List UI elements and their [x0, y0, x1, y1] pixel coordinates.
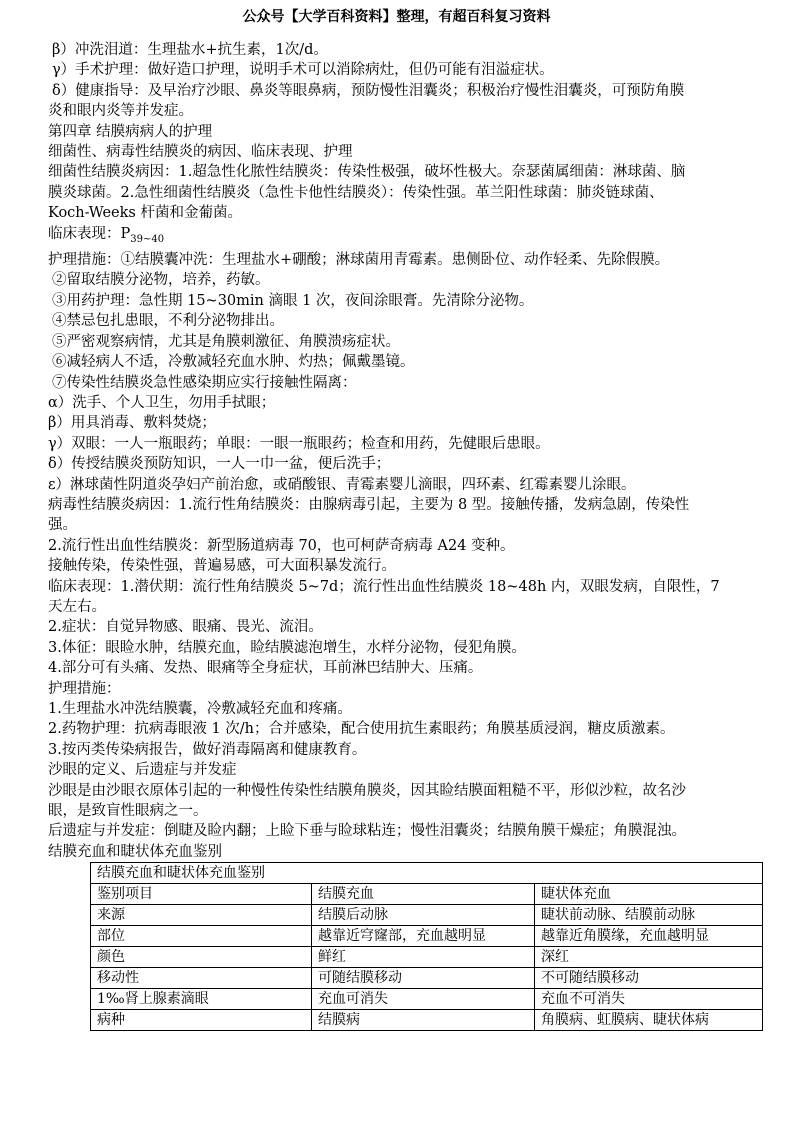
table-cell: 越靠近角膜缘，充血越明显	[535, 926, 763, 947]
table-row	[91, 947, 763, 968]
text-line: 护理措施：	[48, 680, 121, 697]
text-line: 后遗症与并发症：倒睫及睑内翻；上睑下垂与睑球粘连；慢性泪囊炎；结膜角膜干燥症；角膜混浊。	[48, 823, 686, 840]
table-cell: 充血可消失	[312, 989, 535, 1010]
section-heading: 结膜充血和睫状体充血鉴别	[48, 843, 222, 860]
text-line: 膜炎球菌。2.急性细菌性结膜炎（急性卡他性结膜炎）：传染性强。革兰阳性球菌：肺炎链球菌、	[48, 184, 664, 201]
table-cell: 颜色	[91, 947, 312, 968]
table-cell: 来源	[91, 905, 312, 926]
table-caption-row	[91, 863, 763, 884]
text-line: ⑦传染性结膜炎急性感染期应实行接触性隔离：	[52, 374, 357, 391]
text-line: 4.部分可有头痛、发热、眼痛等全身症状，耳前淋巴结肿大、压痛。	[48, 660, 483, 677]
header-cell: 睫状体充血	[535, 884, 763, 905]
page-header: 公众号【大学百科资料】整理，有超百科复习资料	[242, 9, 551, 25]
table-cell: 结膜病	[312, 1010, 535, 1031]
text-line: 护理措施：①结膜囊冲洗：生理盐水+硼酸；淋球菌用青霉素。患侧卧位、动作轻柔、先除假膜。	[48, 252, 670, 269]
text-line: 炎和眼内炎等并发症。	[48, 103, 193, 120]
chapter-heading: 第四章 结膜病病人的护理	[48, 123, 213, 140]
text-line: δ）传授结膜炎预防知识，一人一巾一盆，便后洗手；	[48, 456, 391, 473]
text-line: 细菌性结膜炎病因：1.超急性化脓性结膜炎：传染性极强，破坏性极大。奈瑟菌属细菌：淋球菌、脑	[48, 164, 686, 181]
text-line: 病毒性结膜炎病因：1.流行性角结膜炎：由腺病毒引起，主要为 8 型。接触传播，发病急剧，传染性	[48, 496, 690, 513]
clinical-line	[48, 224, 763, 250]
table-row	[91, 968, 763, 989]
text-line: ③用药护理：急性期 15~30min 滴眼 1 次，夜间涂眼膏。先清除分泌物。	[52, 292, 534, 309]
text-line: δ）健康指导：及早治疗沙眼、鼻炎等眼鼻病，预防慢性泪囊炎；积极治疗慢性泪囊炎，可预防角膜	[52, 82, 685, 99]
table-cell: 不可随结膜移动	[535, 968, 763, 989]
comparison-table	[90, 862, 763, 1031]
section-heading: 细菌性、病毒性结膜炎的病因、临床表现、护理	[48, 144, 353, 161]
table-cell: 深红	[535, 947, 763, 968]
text-line: β）用具消毒、敷料焚烧；	[48, 415, 216, 432]
table-row	[91, 905, 763, 926]
table-cell: 越靠近穹窿部，充血越明显	[312, 926, 535, 947]
clinical-prefix: 临床表现：P	[48, 225, 131, 242]
header-cell: 结膜充血	[312, 884, 535, 905]
table-cell: 角膜病、虹膜病、睫状体病	[535, 1010, 763, 1031]
table-cell: 充血不可消失	[535, 989, 763, 1010]
text-line: ④禁忌包扎患眼，不利分泌物排出。	[52, 313, 284, 330]
table-cell: 鲜红	[312, 947, 535, 968]
text-line: ⑥减轻病人不适，冷敷减轻充血水肿、灼热；佩戴墨镜。	[52, 354, 415, 371]
text-line: 强。	[48, 517, 77, 534]
text-line: 临床表现：1.潜伏期：流行性角结膜炎 5~7d；流行性出血性结膜炎 18~48h 内，双眼发病，自限性，7	[48, 578, 720, 595]
text-line: 3.按丙类传染病报告，做好消毒隔离和健康教育。	[48, 741, 367, 758]
header-cell: 鉴别项目	[91, 884, 312, 905]
table-cell: 睫状前动脉、结膜前动脉	[535, 905, 763, 926]
table-cell: 结膜后动脉	[312, 905, 535, 926]
table-cell: 移动性	[91, 968, 312, 989]
text-line: 天左右。	[48, 598, 106, 615]
page-ref: 39~40	[130, 233, 165, 245]
table-header-row	[91, 884, 763, 905]
text-line: 2.症状：自觉异物感、眼痛、畏光、流泪。	[48, 619, 323, 636]
table-cell: 1‰肾上腺素滴眼	[91, 989, 312, 1010]
text-line: 接触传染，传染性强，普遍易感，可大面积暴发流行。	[48, 558, 396, 575]
document-body	[48, 40, 763, 1031]
table-row	[91, 1010, 763, 1031]
table-cell: 病种	[91, 1010, 312, 1031]
text-line: ②留取结膜分泌物，培养，药敏。	[52, 272, 270, 289]
table-row	[91, 989, 763, 1010]
text-line: γ）手术护理：做好造口护理，说明手术可以消除病灶，但仍可能有泪溢症状。	[52, 62, 554, 79]
text-line: 眼，是致盲性眼病之一。	[48, 803, 208, 820]
table-cell: 部位	[91, 926, 312, 947]
table-caption: 结膜充血和睫状体充血鉴别	[91, 863, 763, 884]
text-line: β）冲洗泪道：生理盐水+抗生素，1次/d。	[52, 42, 328, 58]
text-line: 2.药物护理：抗病毒眼液 1 次/h；合并感染，配合使用抗生素眼药；角膜基质浸润，糖皮质激素。	[48, 721, 675, 738]
text-line: ⑤严密观察病情，尤其是角膜刺激征、角膜溃疡症状。	[52, 333, 400, 350]
text-line: 1.生理盐水冲洗结膜囊，冷敷减轻充血和疼痛。	[48, 701, 352, 717]
text-line: 沙眼是由沙眼衣原体引起的一种慢性传染性结膜角膜炎，因其睑结膜面粗糙不平，形似沙粒，故名沙	[48, 782, 686, 799]
text-line: α）洗手、个人卫生，勿用手拭眼；	[48, 394, 276, 411]
text-line: 3.体征：眼睑水肿，结膜充血，睑结膜滤泡增生，水样分泌物，侵犯角膜。	[48, 639, 526, 656]
text-line: Koch-Weeks 杆菌和金葡菌。	[48, 205, 242, 222]
text-line: γ）双眼：一人一瓶眼药；单眼：一眼一瓶眼药；检查和用药，先健眼后患眼。	[48, 435, 550, 452]
table-cell: 可随结膜移动	[312, 968, 535, 989]
text-line: ε）淋球菌性阴道炎孕妇产前治愈，或硝酸银、青霉素婴儿滴眼，四环素、红霉素婴儿涂眼。	[48, 476, 636, 493]
table-row	[91, 926, 763, 947]
section-heading: 沙眼的定义、后遗症与并发症	[48, 762, 237, 779]
text-line: 2.流行性出血性结膜炎：新型肠道病毒 70，也可柯萨奇病毒 A24 变种。	[48, 537, 515, 554]
